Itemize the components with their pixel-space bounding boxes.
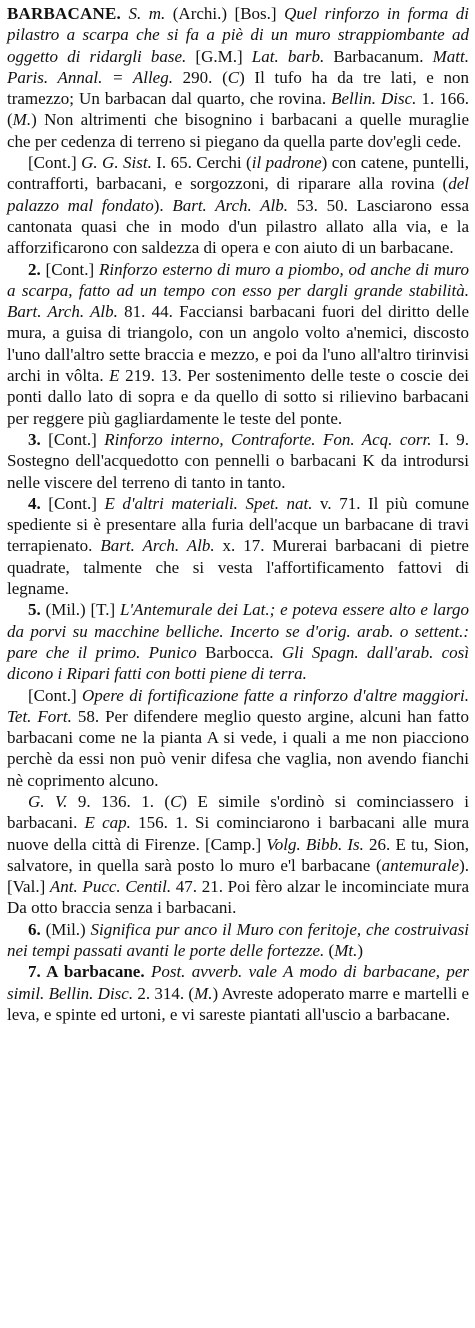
text-run: Mt.: [334, 941, 358, 961]
text-run: Lat. barb.: [251, 46, 325, 66]
headword: BARBACANE.: [7, 4, 121, 23]
sense-number: 7. A barbacane.: [28, 962, 145, 982]
text-run: 58. Per difendere meglio questo argine, alcuni han fatto barbacani come ne la pianta A si vede, i quali a me non piacciono perchè da essi non può venir difesa che vaglia, non avendo fianchi nè coprimento alcuno.: [7, 706, 469, 790]
text-run: Bart. Arch. Alb.: [100, 536, 215, 556]
text-run: M.: [12, 110, 32, 130]
text-run: ) con catene, puntelli, contrafforti, barbacani, e sorgozzoni, di riparare alla rovina (: [7, 153, 469, 194]
sense-number: 2.: [28, 259, 41, 279]
text-run: ) Il tufo ha da tre lati, e non tramezzo; Un barbacan dal quarto, che rovina.: [7, 67, 469, 109]
entry-paragraph: [7, 685, 469, 791]
text-run: ) Avreste adoperato marre e martelli e leva, e spinte ed urtoni, e vi sareste piantati all'uscio a barbacane.: [7, 983, 469, 1024]
text-run: ).: [153, 195, 173, 215]
text-run: L'Antemurale dei Lat.; e poteva essere alto e largo da porvi su macchine belliche. Incerto se d'orig. arab. o settent.: pare che il primo. Punico: [7, 600, 469, 662]
text-run: E: [109, 366, 120, 386]
text-run: Quel rinforzo in forma di pilastro a scarpa che si fa a piè di un muro strappiombante ad oggetto di ridargli base.: [7, 4, 470, 66]
text-run: Post. avverb. vale A modo di barbacane, per simil. Bellin. Disc.: [7, 962, 469, 1003]
text-run: ). [Val.]: [7, 855, 469, 897]
text-run: ) Non altrimenti che bisognino i barbacani a quelle muraglie che per cedenza di terreno si piegano da quella parte dov'egli cede.: [7, 110, 469, 151]
text-run: Volg. Bibb. Is.: [266, 834, 364, 854]
text-run: 53. 50. Lasciarono essa cantonata quasi che in modo d'un pilastro allato alla via, e la afforzificarono con saldezza di opera e con aiuto di un barbacane.: [7, 195, 469, 258]
text-run: [Cont.]: [28, 685, 82, 705]
sense-number: 6.: [28, 919, 41, 939]
entry-paragraph: [7, 152, 469, 258]
text-run: Rinforzo interno, Contraforte. Fon. Acq. corr.: [104, 429, 432, 449]
text-run: 2. 314. (: [133, 983, 195, 1003]
text-run: Barbocca.: [196, 642, 282, 662]
text-run: 156. 1. Si cominciarono i barbacani alle mura nuove della città di Firenze. [Camp.]: [7, 813, 469, 854]
text-run: C: [170, 791, 182, 811]
text-run: Bart. Arch. Alb.: [172, 195, 289, 215]
text-run: Bellin. Disc.: [331, 89, 417, 109]
text-run: 81. 44. Facciansi barbacani fuori del diritto delle mura, a guisa di triangolo, con un angolo volto a'nemici, discosto l'uno dall'altro sette braccia e mezzo, e poi da l'uno all'altro tirinvisi archi in vôlta.: [7, 302, 469, 386]
text-run: x. 17. Murerai barbacani di pietre quadrate, talmente che si vesta l'affortificamento fattovi di legname.: [7, 536, 469, 599]
text-run: 219. 13. Per sostenimento delle teste o coscie dei ponti dallo lato di sopra e da quello di sotto si rilievino barbacani per reggere più gagliardamente le teste del ponte.: [7, 366, 469, 428]
sense-number: 5.: [28, 600, 41, 620]
text-run: 26. E tu, Sion, salvatore, in quella sarà posto lo muro e'l barbacane (: [7, 834, 469, 875]
text-run: I. 65. Cerchi (: [151, 153, 252, 173]
text-run: S. m.: [128, 4, 166, 23]
entry-paragraph: [7, 3, 469, 152]
text-run: G. G. Sist.: [81, 153, 152, 173]
text-run: (Mil.): [40, 919, 91, 939]
text-run: v. 71. Il più comune spediente si è presentare alla furia dell'acque un barbacane di travi terrapienato.: [7, 493, 469, 556]
entry-paragraph: [7, 259, 469, 429]
entry-paragraph: [7, 599, 469, 684]
text-run: 9. 136. 1. (: [67, 791, 171, 811]
text-run: E cap.: [84, 813, 131, 833]
entry-paragraph: [7, 919, 469, 962]
sense-number: 4.: [28, 493, 41, 513]
text-run: Gli Spagn. dall'arab. così dicono i Ripari fatti con botti piene di terra.: [7, 642, 470, 684]
text-run: ): [357, 941, 364, 961]
text-run: [G.M.]: [186, 46, 252, 66]
text-run: Barbacanum.: [324, 46, 433, 66]
entry-paragraph: [7, 961, 469, 1025]
text-run: [Cont.]: [28, 153, 82, 173]
entry-paragraph: [7, 493, 469, 599]
text-run: [Cont.]: [40, 429, 105, 449]
text-run: M.: [194, 983, 213, 1003]
text-run: Significa pur anco il Muro con feritoje, che costruivasi nei tempi passati avanti le porte delle fortezze.: [7, 919, 469, 961]
text-run: G. V.: [28, 791, 68, 811]
text-run: 290. (: [172, 67, 228, 87]
text-run: I. 9. Sostegno dell'acquedotto con pennelli o barbacani K da introdursi nelle viscere del terreno di tanto in tanto.: [7, 429, 469, 492]
text-run: C: [227, 67, 240, 87]
text-run: [Cont.]: [40, 259, 99, 279]
sense-number: 3.: [28, 429, 41, 449]
text-run: il padrone: [251, 153, 322, 173]
text-run: Matt. Paris. Annal. = Alleg.: [7, 46, 469, 87]
text-run: (Archi.) [Bos.]: [165, 4, 285, 23]
entry-paragraph: [7, 791, 469, 919]
entry-barbacane: [7, 3, 469, 1025]
text-run: antemurale: [381, 855, 460, 875]
text-run: 47. 21. Poi fèro alzar le incominciate mura Da otto braccia senza i barbacani.: [7, 877, 470, 918]
text-run: [Cont.]: [40, 493, 105, 513]
text-run: E d'altri materiali. Spet. nat.: [104, 493, 313, 513]
text-run: (Mil.) [T.]: [40, 600, 120, 620]
entry-paragraph: [7, 429, 469, 493]
text-run: del palazzo mal fondato: [7, 174, 469, 215]
text-run: Ant. Pucc. Centil.: [49, 877, 172, 897]
text-run: Rinforzo esterno di muro a piombo, od anche di muro a scarpa, fatto ad un tempo con esso per dargli grande stabilità. Bart. Arch. Alb.: [7, 259, 469, 322]
text-run: ) E simile s'ordinò si cominciassero i barbacani.: [7, 791, 469, 833]
text-run: (: [324, 941, 335, 961]
text-run: Opere di fortificazione fatte a rinforzo d'altre maggiori. Tet. Fort.: [7, 685, 469, 726]
text-run: 1. 166. (: [7, 89, 470, 130]
